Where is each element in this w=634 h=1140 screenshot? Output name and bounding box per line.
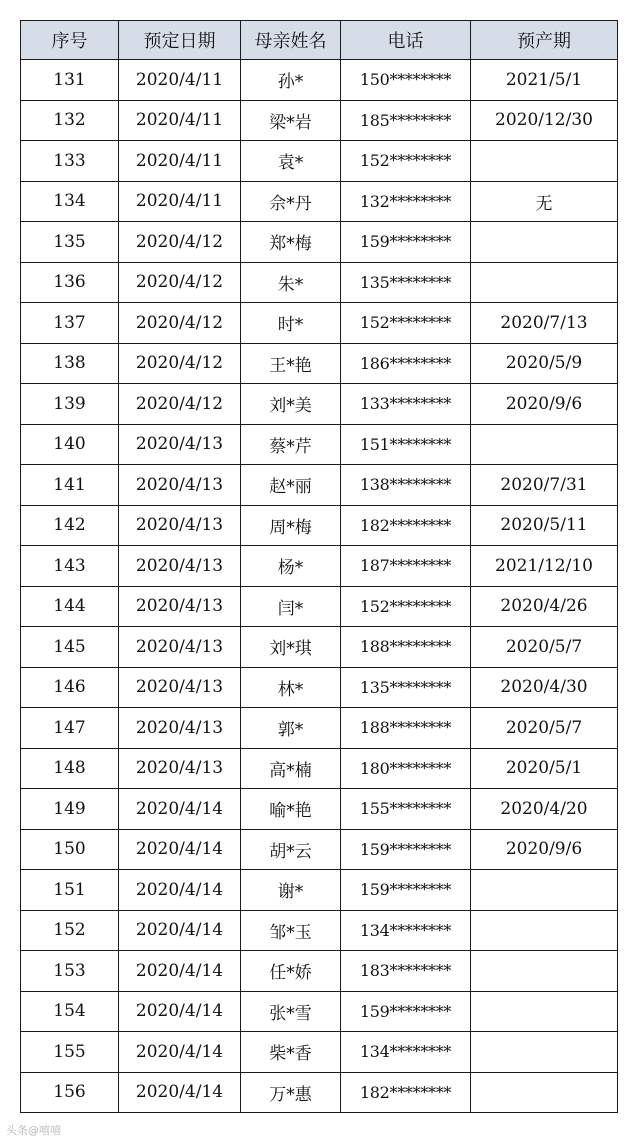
cell-index: 143: [21, 546, 119, 587]
cell-mother-name: 朱*: [241, 262, 341, 303]
cell-booking-date: 2020/4/12: [119, 343, 241, 384]
cell-due-date: 2021/12/10: [471, 546, 618, 587]
cell-due-date: [471, 141, 618, 182]
cell-phone: 151********: [341, 424, 471, 465]
table-row: [21, 1032, 618, 1073]
cell-index: 140: [21, 424, 119, 465]
table-row: [21, 60, 618, 101]
cell-due-date: [471, 1072, 618, 1113]
cell-phone: 183********: [341, 951, 471, 992]
cell-phone: 152********: [341, 586, 471, 627]
cell-booking-date: 2020/4/14: [119, 789, 241, 830]
cell-due-date: 2020/5/7: [471, 627, 618, 668]
cell-booking-date: 2020/4/14: [119, 991, 241, 1032]
cell-mother-name: 蔡*芹: [241, 424, 341, 465]
cell-mother-name: 袁*: [241, 141, 341, 182]
cell-mother-name: 郭*: [241, 708, 341, 749]
cell-mother-name: 周*梅: [241, 505, 341, 546]
cell-booking-date: 2020/4/13: [119, 546, 241, 587]
cell-booking-date: 2020/4/12: [119, 222, 241, 263]
cell-index: 147: [21, 708, 119, 749]
cell-index: 155: [21, 1032, 119, 1073]
table-row: [21, 465, 618, 506]
cell-due-date: 2020/4/20: [471, 789, 618, 830]
cell-phone: 185********: [341, 100, 471, 141]
cell-index: 138: [21, 343, 119, 384]
cell-index: 141: [21, 465, 119, 506]
cell-mother-name: 柴*香: [241, 1032, 341, 1073]
table-row: [21, 181, 618, 222]
cell-due-date: [471, 1032, 618, 1073]
cell-booking-date: 2020/4/13: [119, 505, 241, 546]
cell-index: 142: [21, 505, 119, 546]
cell-mother-name: 邹*玉: [241, 910, 341, 951]
cell-phone: 132********: [341, 181, 471, 222]
table-row: [21, 667, 618, 708]
cell-due-date: 2020/5/11: [471, 505, 618, 546]
cell-index: 148: [21, 748, 119, 789]
cell-booking-date: 2020/4/13: [119, 748, 241, 789]
table-row: [21, 100, 618, 141]
cell-index: 134: [21, 181, 119, 222]
cell-due-date: 2020/5/1: [471, 748, 618, 789]
cell-due-date: [471, 262, 618, 303]
cell-due-date: [471, 991, 618, 1032]
cell-phone: 133********: [341, 384, 471, 425]
cell-due-date: [471, 910, 618, 951]
cell-mother-name: 高*楠: [241, 748, 341, 789]
cell-mother-name: 佘*丹: [241, 181, 341, 222]
cell-index: 153: [21, 951, 119, 992]
cell-mother-name: 梁*岩: [241, 100, 341, 141]
table-row: [21, 708, 618, 749]
table-row: [21, 424, 618, 465]
booking-table: [20, 20, 618, 1113]
table-row: [21, 303, 618, 344]
cell-booking-date: 2020/4/11: [119, 100, 241, 141]
cell-phone: 180********: [341, 748, 471, 789]
cell-mother-name: 林*: [241, 667, 341, 708]
cell-phone: 135********: [341, 667, 471, 708]
cell-phone: 182********: [341, 1072, 471, 1113]
cell-phone: 186********: [341, 343, 471, 384]
cell-phone: 188********: [341, 708, 471, 749]
cell-index: 133: [21, 141, 119, 182]
column-header-due-date: 预产期: [471, 21, 618, 60]
table-row: [21, 789, 618, 830]
cell-mother-name: 刘*美: [241, 384, 341, 425]
cell-due-date: 2020/9/6: [471, 384, 618, 425]
cell-due-date: [471, 222, 618, 263]
cell-index: 154: [21, 991, 119, 1032]
cell-mother-name: 喻*艳: [241, 789, 341, 830]
cell-phone: 135********: [341, 262, 471, 303]
cell-due-date: 2021/5/1: [471, 60, 618, 101]
cell-phone: 150********: [341, 60, 471, 101]
cell-due-date: 2020/5/7: [471, 708, 618, 749]
cell-phone: 155********: [341, 789, 471, 830]
cell-mother-name: 孙*: [241, 60, 341, 101]
cell-due-date: 2020/12/30: [471, 100, 618, 141]
cell-booking-date: 2020/4/12: [119, 303, 241, 344]
cell-due-date: 2020/7/13: [471, 303, 618, 344]
column-header-mother-name: 母亲姓名: [241, 21, 341, 60]
cell-booking-date: 2020/4/13: [119, 708, 241, 749]
cell-booking-date: 2020/4/13: [119, 586, 241, 627]
cell-mother-name: 王*艳: [241, 343, 341, 384]
cell-booking-date: 2020/4/13: [119, 424, 241, 465]
cell-index: 137: [21, 303, 119, 344]
cell-phone: 134********: [341, 910, 471, 951]
cell-due-date: [471, 951, 618, 992]
cell-due-date: 2020/4/26: [471, 586, 618, 627]
cell-mother-name: 万*惠: [241, 1072, 341, 1113]
column-header-phone: 电话: [341, 21, 471, 60]
cell-phone: 134********: [341, 1032, 471, 1073]
cell-index: 150: [21, 829, 119, 870]
cell-due-date: 2020/5/9: [471, 343, 618, 384]
cell-booking-date: 2020/4/12: [119, 384, 241, 425]
cell-mother-name: 任*娇: [241, 951, 341, 992]
cell-due-date: 无: [471, 181, 618, 222]
cell-due-date: 2020/9/6: [471, 829, 618, 870]
cell-mother-name: 胡*云: [241, 829, 341, 870]
cell-booking-date: 2020/4/14: [119, 1072, 241, 1113]
cell-phone: 159********: [341, 222, 471, 263]
cell-mother-name: 郑*梅: [241, 222, 341, 263]
cell-due-date: 2020/7/31: [471, 465, 618, 506]
table-row: [21, 384, 618, 425]
cell-booking-date: 2020/4/13: [119, 465, 241, 506]
cell-booking-date: 2020/4/14: [119, 951, 241, 992]
cell-index: 151: [21, 870, 119, 911]
table-row: [21, 991, 618, 1032]
cell-booking-date: 2020/4/11: [119, 141, 241, 182]
table-row: [21, 951, 618, 992]
cell-mother-name: 杨*: [241, 546, 341, 587]
cell-index: 156: [21, 1072, 119, 1113]
cell-phone: 187********: [341, 546, 471, 587]
watermark: 头条@嘻嘻: [6, 1124, 61, 1137]
cell-phone: 188********: [341, 627, 471, 668]
cell-index: 139: [21, 384, 119, 425]
table-row: [21, 586, 618, 627]
cell-phone: 152********: [341, 141, 471, 182]
cell-mother-name: 赵*丽: [241, 465, 341, 506]
table-row: [21, 343, 618, 384]
cell-index: 136: [21, 262, 119, 303]
table-row: [21, 141, 618, 182]
table-header: [21, 21, 618, 60]
table-row: [21, 1072, 618, 1113]
cell-mother-name: 谢*: [241, 870, 341, 911]
table-row: [21, 870, 618, 911]
cell-booking-date: 2020/4/14: [119, 910, 241, 951]
cell-booking-date: 2020/4/14: [119, 870, 241, 911]
cell-mother-name: 闫*: [241, 586, 341, 627]
table-body: [21, 60, 618, 1113]
cell-booking-date: 2020/4/11: [119, 60, 241, 101]
cell-index: 135: [21, 222, 119, 263]
table-row: [21, 910, 618, 951]
cell-index: 132: [21, 100, 119, 141]
cell-mother-name: 张*雪: [241, 991, 341, 1032]
cell-phone: 138********: [341, 465, 471, 506]
cell-index: 152: [21, 910, 119, 951]
cell-phone: 182********: [341, 505, 471, 546]
table-row: [21, 829, 618, 870]
cell-due-date: [471, 424, 618, 465]
cell-mother-name: 刘*琪: [241, 627, 341, 668]
cell-due-date: 2020/4/30: [471, 667, 618, 708]
cell-booking-date: 2020/4/13: [119, 667, 241, 708]
cell-mother-name: 时*: [241, 303, 341, 344]
cell-index: 144: [21, 586, 119, 627]
cell-booking-date: 2020/4/13: [119, 627, 241, 668]
cell-booking-date: 2020/4/11: [119, 181, 241, 222]
table-row: [21, 627, 618, 668]
cell-phone: 152********: [341, 303, 471, 344]
table-row: [21, 505, 618, 546]
cell-index: 145: [21, 627, 119, 668]
table-row: [21, 222, 618, 263]
cell-booking-date: 2020/4/14: [119, 1032, 241, 1073]
cell-due-date: [471, 870, 618, 911]
cell-booking-date: 2020/4/14: [119, 829, 241, 870]
table-row: [21, 748, 618, 789]
table-row: [21, 546, 618, 587]
cell-index: 146: [21, 667, 119, 708]
cell-phone: 159********: [341, 991, 471, 1032]
cell-phone: 159********: [341, 829, 471, 870]
column-header-booking-date: 预定日期: [119, 21, 241, 60]
cell-index: 149: [21, 789, 119, 830]
column-header-index: 序号: [21, 21, 119, 60]
header-row: [21, 21, 618, 60]
cell-phone: 159********: [341, 870, 471, 911]
cell-index: 131: [21, 60, 119, 101]
cell-booking-date: 2020/4/12: [119, 262, 241, 303]
table-row: [21, 262, 618, 303]
